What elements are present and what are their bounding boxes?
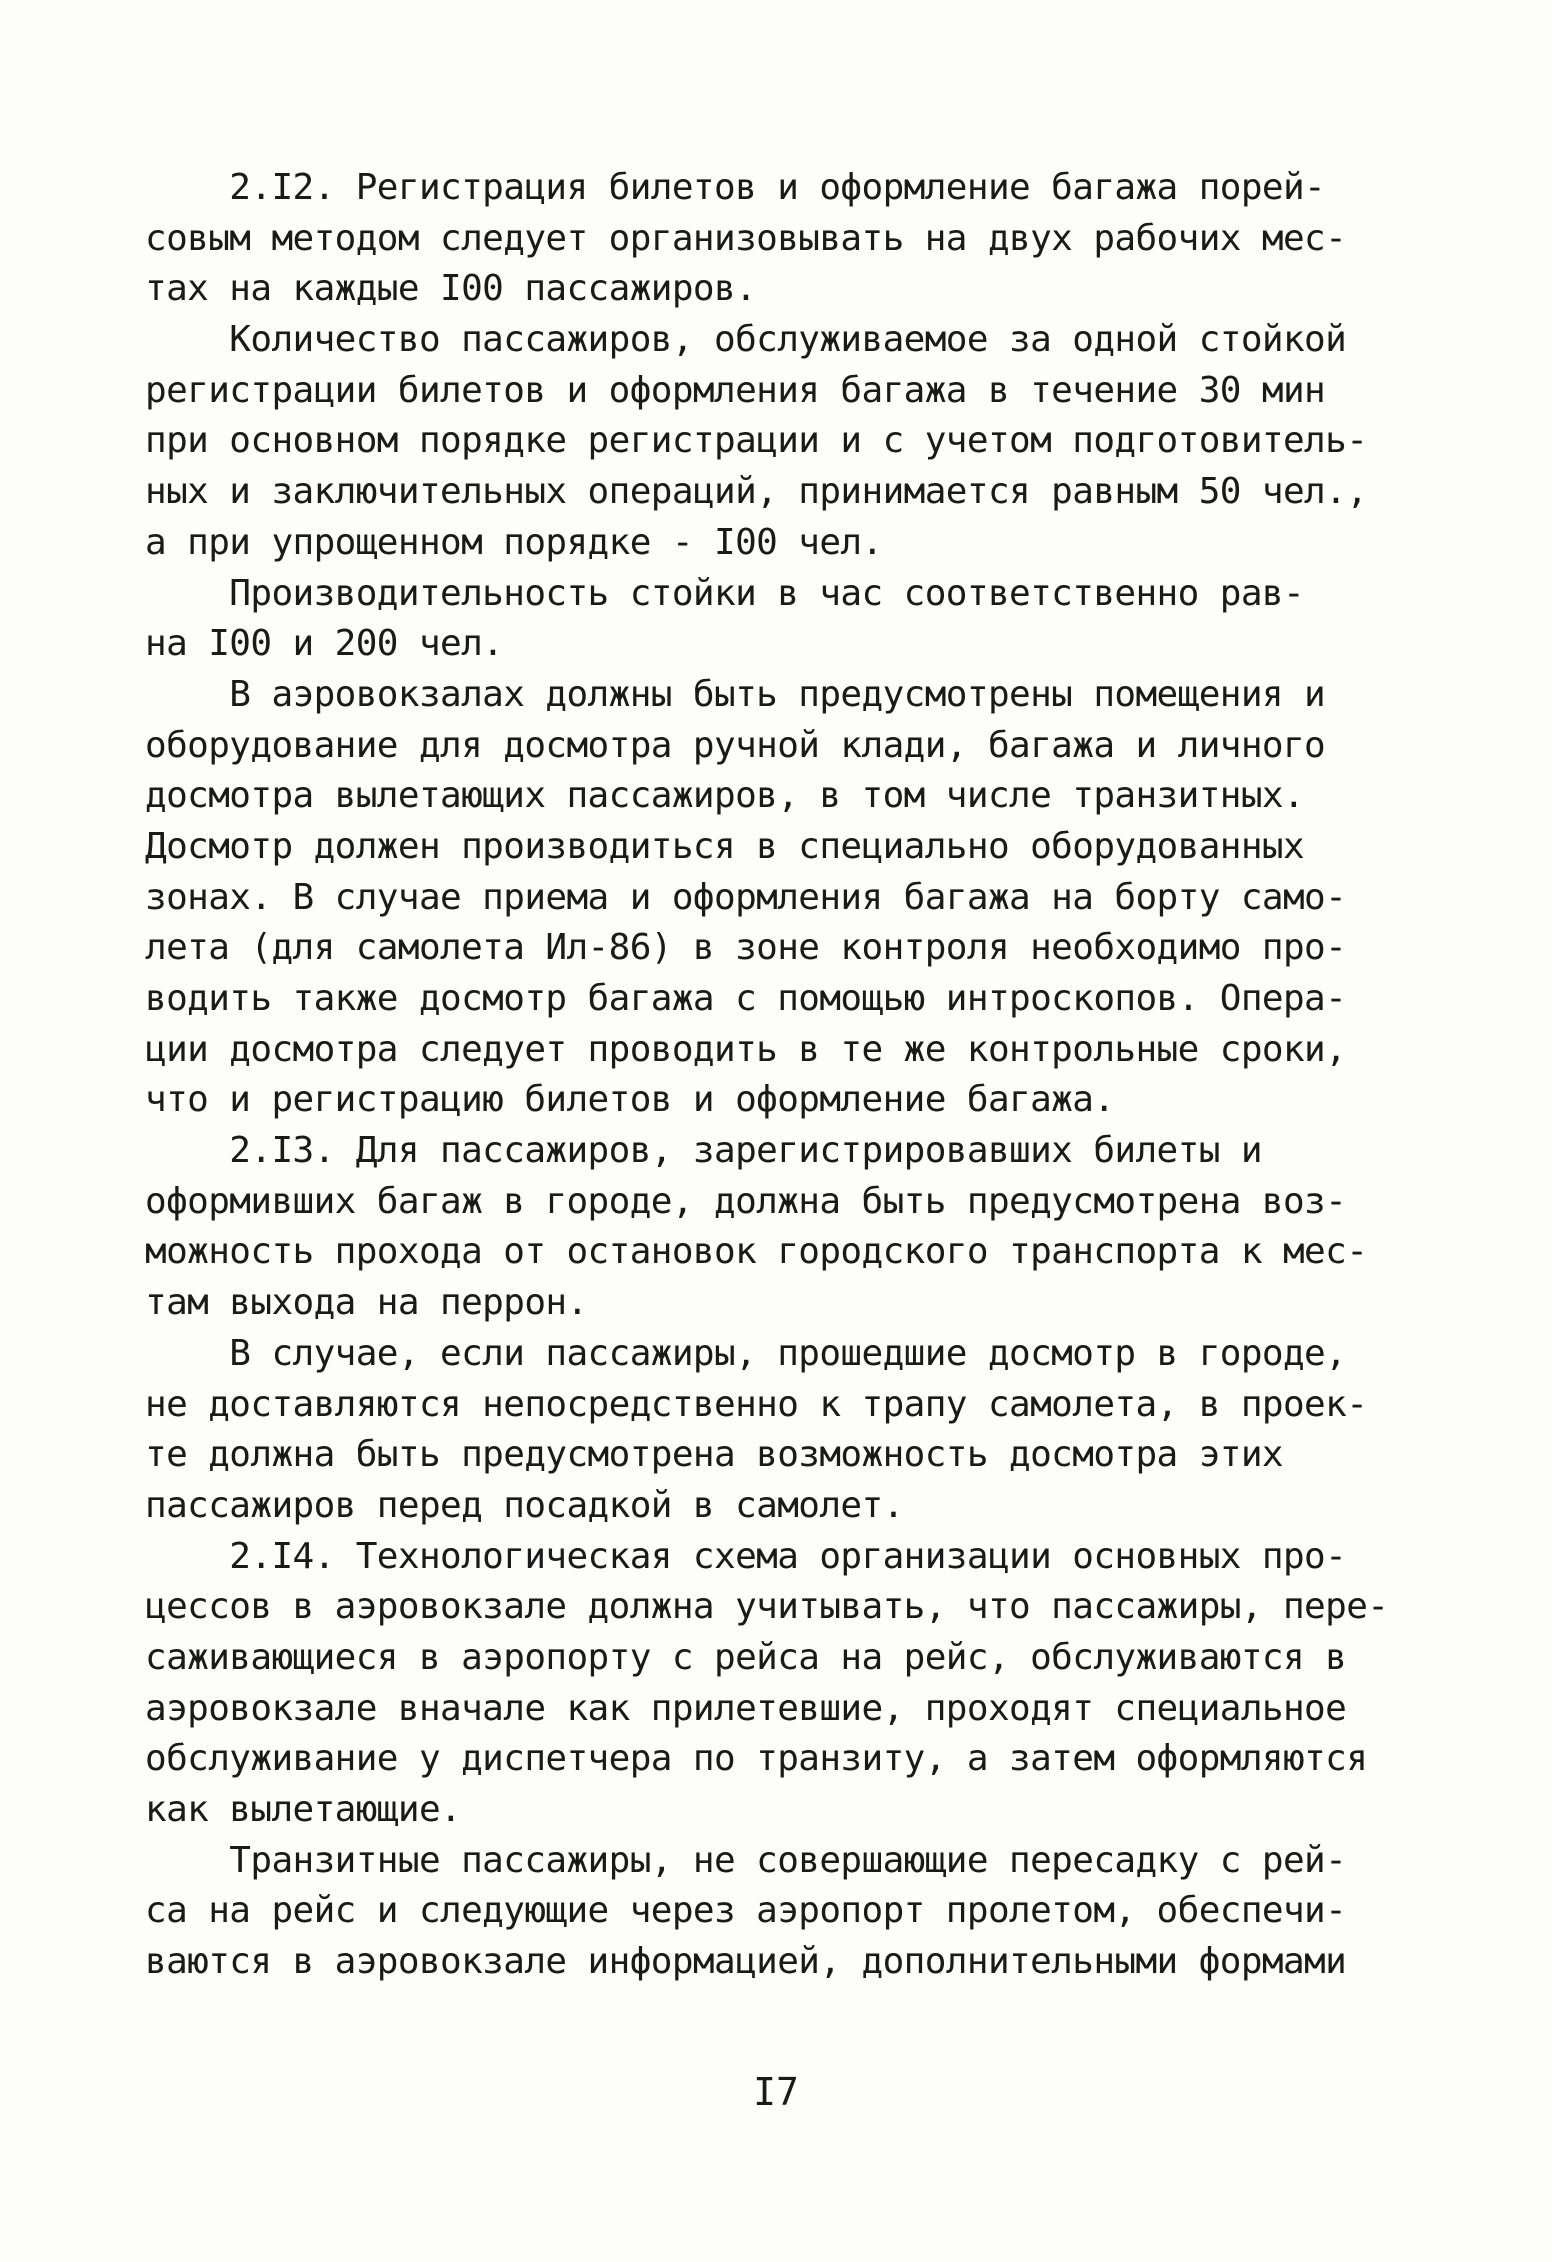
text-line: Досмотр должен производиться в специально оборудованных — [145, 825, 1305, 867]
text-line: пассажиров перед посадкой в самолет. — [145, 1484, 904, 1526]
text-line: как вылетающие. — [145, 1789, 462, 1830]
text-line: при основном порядке регистрации и с учетом подготовитель- — [145, 420, 1368, 462]
text-line: 2.I3. Для пассажиров, зарегистрировавших билеты и — [145, 1130, 1262, 1172]
text-line: оборудование для досмотра ручной клади, багажа и личного — [145, 724, 1326, 766]
text-line: В случае, если пассажиры, прошедшие досмотр в городе, — [145, 1332, 1347, 1374]
text-line: Производительность стойки в час соответственно рав- — [145, 572, 1305, 614]
text-line: ваются в аэровокзале информацией, дополнительными формами — [145, 1941, 1347, 1983]
text-line: аэровокзале вначале как прилетевшие, проходят специальное — [145, 1687, 1347, 1729]
text-line: те должна быть предусмотрена возможность досмотра этих — [145, 1434, 1283, 1476]
text-line: Количество пассажиров, обслуживаемое за одной стойкой — [145, 319, 1347, 361]
text-line: там выхода на перрон. — [145, 1282, 588, 1324]
text-line: 2.I2. Регистрация билетов и оформление багажа порей- — [145, 167, 1326, 208]
text-line: не доставляются непосредственно к трапу самолета, в проек- — [145, 1383, 1368, 1425]
text-line: саживающиеся в аэропорту с рейса на рейс, обслуживаются в — [145, 1636, 1347, 1678]
text-line: зонах. В случае приема и оформления багажа на борту само- — [145, 876, 1347, 918]
text-line: досмотра вылетающих пассажиров, в том числе транзитных. — [145, 775, 1305, 817]
text-line: ных и заключительных операций, принимается равным 50 чел., — [145, 471, 1368, 513]
text-line: са на рейс и следующие через аэропорт пролетом, обеспечи- — [145, 1890, 1347, 1932]
text-line: В аэровокзалах должны быть предусмотрены помещения и — [145, 673, 1326, 715]
text-line: оформивших багаж в городе, должна быть предусмотрена воз- — [145, 1180, 1347, 1222]
text-line: что и регистрацию билетов и оформление багажа. — [145, 1079, 1115, 1121]
text-line: тах на каждые I00 пассажиров. — [145, 268, 757, 310]
text-line: водить также досмотр багажа с помощью интроскопов. Опера- — [145, 978, 1347, 1019]
body-text — [145, 163, 1389, 1988]
text-line: 2.I4. Технологическая схема организации основных про- — [145, 1535, 1347, 1577]
text-line: можность прохода от остановок городского транспорта к мес- — [145, 1231, 1368, 1273]
text-line: регистрации билетов и оформления багажа в течение 30 мин — [145, 369, 1326, 411]
page-number: I7 — [753, 2070, 799, 2114]
text-line: Транзитные пассажиры, не совершающие пересадку с рей- — [145, 1839, 1347, 1881]
text-line: лета (для самолета Ил-86) в зоне контроля необходимо про- — [145, 927, 1347, 969]
text-line: на I00 и 200 чел. — [145, 623, 504, 665]
text-line: совым методом следует организовывать на двух рабочих мес- — [145, 217, 1347, 259]
text-line: а при упрощенном порядке - I00 чел. — [145, 521, 883, 563]
text-line: ции досмотра следует проводить в те же контрольные сроки, — [145, 1028, 1347, 1070]
text-line: цессов в аэровокзале должна учитывать, что пассажиры, пере- — [145, 1586, 1389, 1628]
text-line: обслуживание у диспетчера по транзиту, а затем оформляются — [145, 1738, 1368, 1780]
